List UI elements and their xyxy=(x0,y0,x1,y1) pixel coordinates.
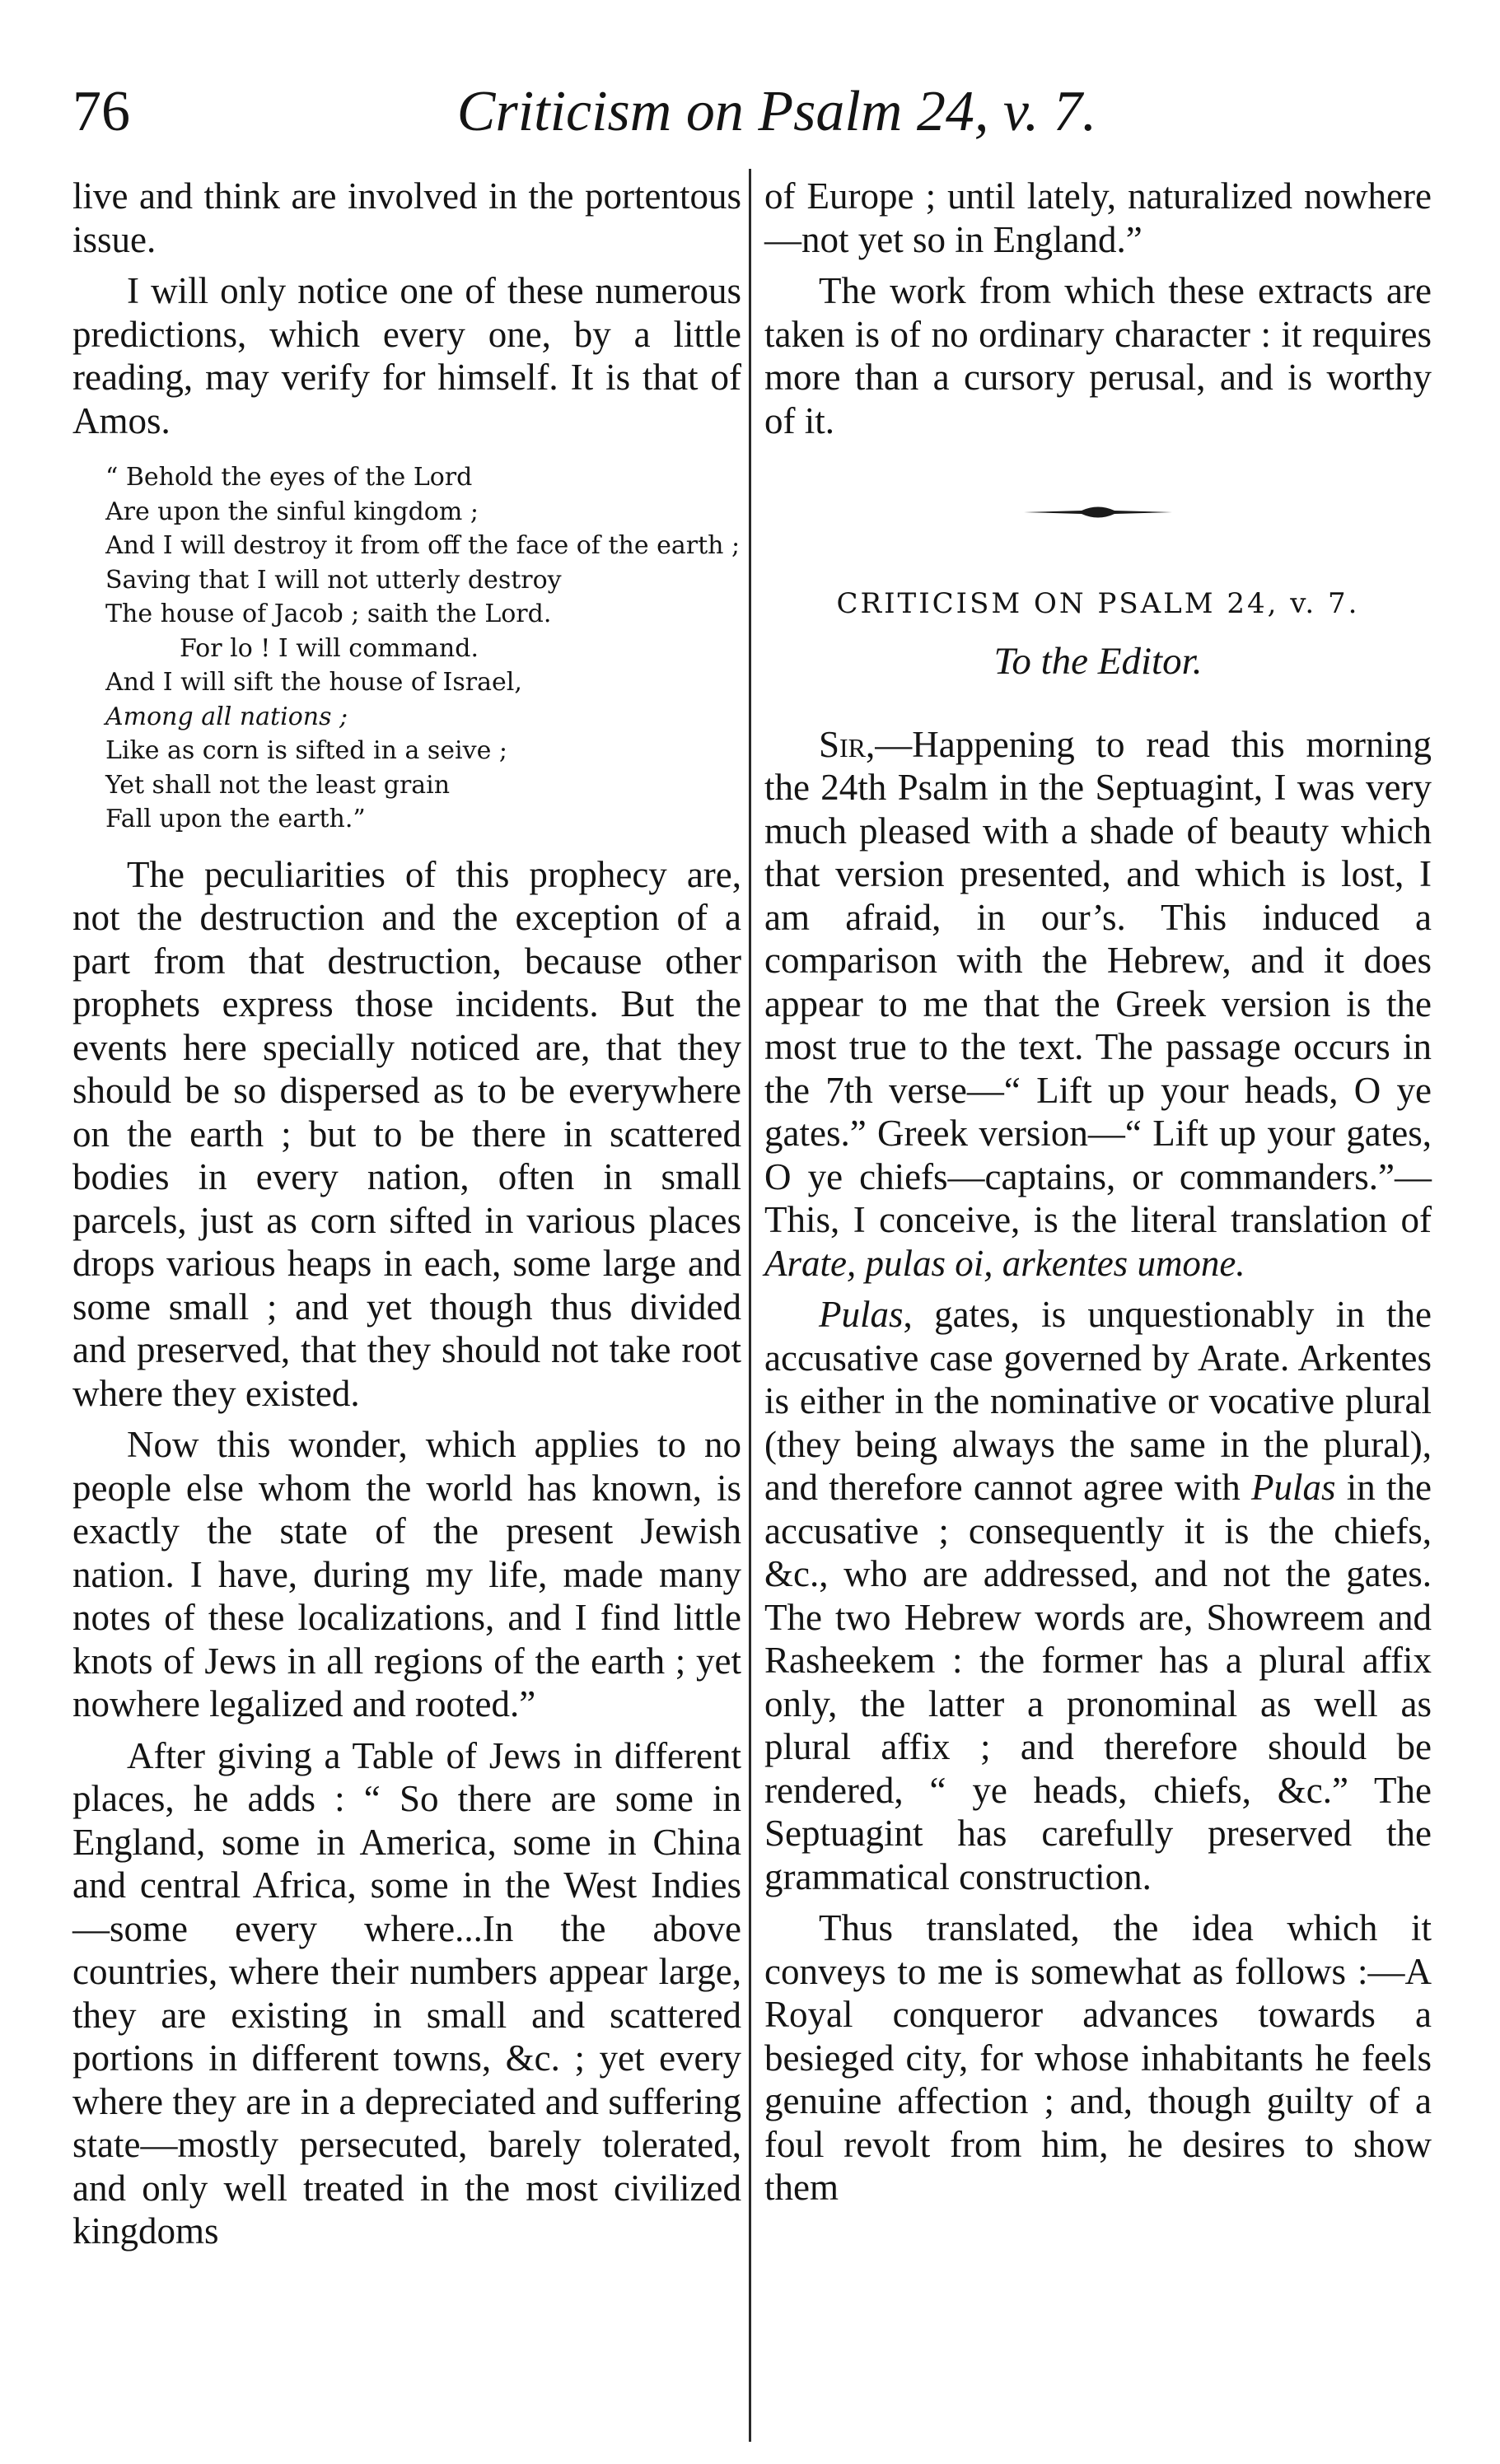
paragraph: The peculiarities of this prophecy are, not the destruction and the exception of a part from that destruction, because other prophets express those incidents. But the events here specially noticed are, that they should be so dispersed as to be everywhere on the earth ; but to be there in scattered bodies in every nation, often in small parcels, just as corn sifted in various places drops various heaps in each, some large and some small ; and yet though thus divided and preserved, that they should not take root where they existed. xyxy=(72,853,741,1414)
emphasis: Pulas xyxy=(1250,1467,1336,1508)
column-divider xyxy=(749,169,751,2442)
salutation: Sir, xyxy=(819,723,876,765)
paragraph: Now this wonder, which applies to no people else whom the world has known, is exactly the state of the present Jewish nation. I have, during my life, made many notes of these localizations, and I find little knots of Jews in all regions of the earth ; yet nowhere legalized and rooted.” xyxy=(72,1424,741,1724)
right-column xyxy=(764,175,1432,2218)
paragraph: I will only notice one of these numerous predictions, which every one, by a little reading, may verify for himself. It is that of Amos. xyxy=(72,270,741,441)
page-header xyxy=(72,79,1434,153)
verse-line: Yet shall not the least grain xyxy=(105,770,451,800)
paragraph-text: —Happening to read this morning the 24th Psalm in the Septuagint, I was very much pleased with a shade of beauty which that version presented, and which is lost, I am afraid, in our’s. This induced a comparison with the Hebrew, and it does appear to me that the Greek version is the most true to the text. The passage occurs in the 7th verse—“ Lift up your heads, O ye gates.” Greek version—“ Lift up your gates, O ye chiefs—captains, or commanders.”— This, I conceive, is the literal translation of xyxy=(764,723,1432,1240)
verse-line: Fall upon the earth.” xyxy=(105,805,366,833)
paragraph: The work from which these extracts are taken is of no ordinary character : it requires more than a cursory perusal, and is worthy of it. xyxy=(764,270,1432,441)
paragraph: Thus translated, the idea which it conveys to me is somewhat as follows :—A Royal conqueror advances towards a besieged city, for whose inhabitants he feels genuine affection ; and, though guilty of a foul revolt from him, he desires to show them xyxy=(764,1907,1432,2208)
running-title: Criticism on Psalm 24, v. 7. xyxy=(456,80,1097,143)
paragraph xyxy=(764,1293,1432,1898)
paragraph: After giving a Table of Jews in different places, he adds : “ So there are some in England, some in America, some in China and central Africa, some in the West Indies—some every where...In the above countries, where their numbers appear large, they are existing in small and scattered portions in different towns, &c. ; yet every where they are in a depreciated and suffering state—mostly persecuted, barely tolerated, and only well treated in the most civilized kingdoms xyxy=(72,1734,741,2252)
verse-line: The house of Jacob ; saith the Lord. xyxy=(105,600,552,628)
paragraph: live and think are involved in the portentous issue. xyxy=(72,175,741,260)
verse-line: Like as corn is sifted in a seive ; xyxy=(105,736,507,765)
verse-line: And I will destroy it from off the face of the earth ; xyxy=(105,531,741,560)
verse-quotation xyxy=(105,460,741,837)
verse-line: Among all nations ; xyxy=(105,702,348,731)
left-column xyxy=(72,175,741,2261)
verse-line: And I will sift the house of Israel, xyxy=(105,668,522,697)
article-subheading: To the Editor. xyxy=(993,640,1203,683)
article-heading: CRITICISM ON PSALM 24, v. 7. xyxy=(836,587,1360,620)
emphasis: Pulas xyxy=(819,1294,904,1335)
paragraph: of Europe ; until lately, naturalized nowhere—not yet so in England.” xyxy=(764,175,1432,260)
greek-transliteration: Arate, pulas oi, arkentes umone. xyxy=(764,1242,1245,1284)
page-number: 76 xyxy=(72,80,130,143)
verse-line: Are upon the sinful kingdom ; xyxy=(105,497,479,526)
verse-line: Saving that I will not utterly destroy xyxy=(105,565,562,595)
ornament-divider xyxy=(1024,500,1172,525)
paragraph-text: in the accusative ; consequently it is the chiefs, &c., who are addressed, and not the gates. The two Hebrew words are, Showreem and Rasheekem : the former has a plural affix only, the latter a pronominal as well as plural affix ; and therefore should be rendered, “ ye heads, chiefs, &c.” The Septuagint has carefully preserved the grammatical construction. xyxy=(764,1467,1432,1897)
verse-line: “ Behold the eyes of the Lord xyxy=(105,463,473,492)
verse-line: For lo ! I will command. xyxy=(180,633,479,663)
paragraph-text: , gates, is unquestionably in the accusative case governed by Arate. Arkentes is either in the nominative or vocative plural (they being always the same in the plural), and therefore cannot agree with xyxy=(764,1294,1432,1508)
paragraph xyxy=(764,723,1432,1286)
